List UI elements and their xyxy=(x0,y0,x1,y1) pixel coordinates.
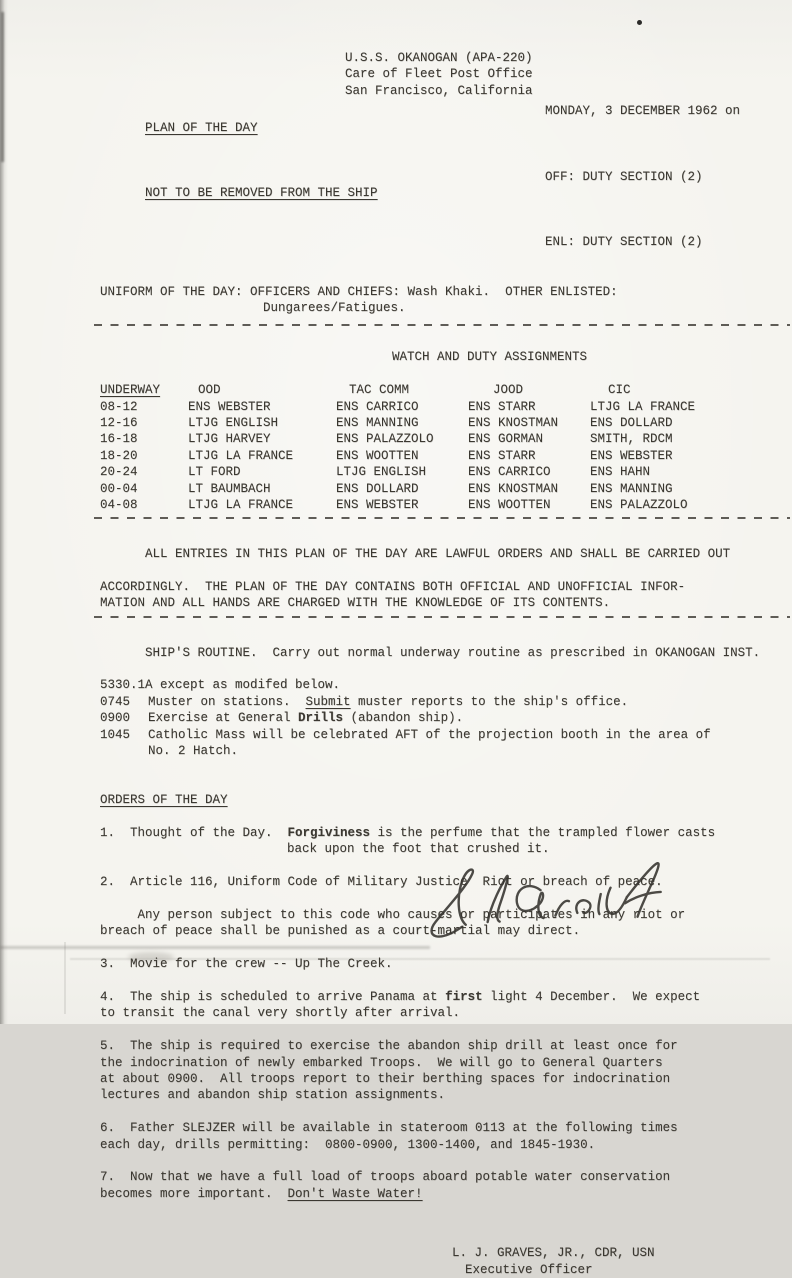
routine-text-underlined: Submit xyxy=(305,694,351,709)
jood-name: ENS STARR xyxy=(468,448,536,463)
watch-time: 16-18 xyxy=(100,432,138,447)
ood-name: LTJG LA FRANCE xyxy=(188,497,294,512)
watch-table-row xyxy=(100,481,716,497)
tac-comm-name: ENS WOOTTEN xyxy=(336,448,419,463)
ships-routine-line xyxy=(100,612,761,678)
jood-name: ENS STARR xyxy=(468,399,536,414)
uniform-of-the-day-cont: Dungarees/Fatigues. xyxy=(263,301,406,316)
order-text-bold: first xyxy=(445,990,483,1005)
col-header-jood: JOOD xyxy=(493,383,524,398)
watch-table-row xyxy=(100,431,716,447)
watch-time: 12-16 xyxy=(100,415,138,430)
dashed-rule xyxy=(94,616,790,618)
lawful-notice-text: ALL ENTRIES IN THIS PLAN OF THE DAY ARE LAWFUL ORDERS AND SHALL BE CARRIED OUT xyxy=(145,547,731,562)
ood-name: LTJG ENGLISH xyxy=(188,415,279,430)
tac-comm-name: ENS CARRICO xyxy=(336,399,419,414)
cic-name: ENS WEBSTER xyxy=(590,448,673,463)
signer-title: Executive Officer xyxy=(465,1262,593,1277)
order-text-part: becomes more important. xyxy=(100,1186,288,1201)
signature-icon xyxy=(414,855,677,950)
watch-time: 00-04 xyxy=(100,481,138,496)
routine-text-part: Muster on stations. xyxy=(148,694,306,709)
order-item-5-cont: at about 0900. All troops report to their berthing spaces for indocrination xyxy=(100,1072,671,1087)
col-header-ood: OOD xyxy=(198,383,221,398)
lawful-notice-line: ACCORDINGLY. THE PLAN OF THE DAY CONTAINS BOTH OFFICIAL AND UNOFFICIAL INFOR- xyxy=(100,580,686,594)
ood-name: LTJG HARVEY xyxy=(188,432,271,447)
jood-name: ENS CARRICO xyxy=(468,465,551,480)
scan-smudge xyxy=(64,942,66,1014)
uniform-of-the-day: UNIFORM OF THE DAY: OFFICERS AND CHIEFS: Wash Khaki. OTHER ENLISTED: xyxy=(100,284,618,299)
cic-name: SMITH, RDCM xyxy=(590,432,673,447)
routine-text-part: (abandon ship). xyxy=(343,711,464,726)
lawful-notice-line: MATION AND ALL HANDS ARE CHARGED WITH THE KNOWLEDGE OF ITS CONTENTS. xyxy=(100,596,611,611)
watch-table-title: WATCH AND DUTY ASSIGNMENTS xyxy=(392,350,588,365)
order-item-5: 5. The ship is required to exercise the abandon ship drill at least once for xyxy=(100,1039,678,1054)
jood-name: ENS KNOSTMAN xyxy=(468,415,559,430)
routine-text-part: muster reports to the ship's office. xyxy=(350,694,629,709)
tac-comm-name: ENS WEBSTER xyxy=(336,497,419,512)
watch-table-row xyxy=(100,448,716,464)
signer-name: L. J. GRAVES, JR., CDR, USN xyxy=(452,1246,655,1261)
order-item-1-cont: back upon the foot that crushed it. xyxy=(287,842,550,857)
routine-text xyxy=(148,694,716,710)
cic-name: ENS DOLLARD xyxy=(590,415,673,430)
ood-name: ENS WEBSTER xyxy=(188,399,271,414)
watch-time: 08-12 xyxy=(100,399,138,414)
routine-time: 0745 xyxy=(100,694,131,709)
ood-name: LT BAUMBACH xyxy=(188,481,271,496)
col-header-cic: CIC xyxy=(608,383,631,398)
order-item-2: 2. Article 116, Uniform Code of Military Justice Riot or breach of peace. xyxy=(100,875,663,890)
order-text-part: is the perfume that the trampled flower casts xyxy=(370,826,716,841)
order-item-7: 7. Now that we have a full load of troops aboard potable water conservation xyxy=(100,1170,671,1185)
order-text-part: 4. The ship is scheduled to arrive Panama at xyxy=(100,990,446,1005)
order-item-5-cont: the indocrination of newly embarked Troops. We will go to General Quarters xyxy=(100,1055,663,1070)
orders-of-the-day-title: ORDERS OF THE DAY xyxy=(100,793,228,808)
order-item-2-cont: Any person subject to this code who causes or participates in any riot or xyxy=(100,908,686,923)
ink-dot xyxy=(637,20,642,25)
jood-name: ENS GORMAN xyxy=(468,432,544,447)
routine-item xyxy=(100,727,716,743)
letterhead-address-line: San Francisco, California xyxy=(345,83,533,98)
order-text-bold: Forgiviness xyxy=(287,826,371,841)
cic-name: ENS HAHN xyxy=(590,465,651,480)
order-item-5-cont: lectures and abandon ship station assignments. xyxy=(100,1088,446,1103)
enlisted-duty-section: ENL: DUTY SECTION (2) xyxy=(545,235,703,250)
date-line: MONDAY, 3 DECEMBER 1962 on xyxy=(545,104,741,119)
tac-comm-name: ENS MANNING xyxy=(336,415,419,430)
watch-table-row xyxy=(100,464,716,480)
cic-name: ENS MANNING xyxy=(590,481,673,496)
masthead-row xyxy=(100,103,741,169)
order-item-6: 6. Father SLEJZER will be available in stateroom 0113 at the following times xyxy=(100,1121,678,1136)
ood-name: LTJG LA FRANCE xyxy=(188,448,294,463)
order-item-2-cont: breach of peace shall be punished as a court-martial may direct. xyxy=(100,924,581,939)
routine-time: 0900 xyxy=(100,711,131,726)
order-text-part: light 4 December. We expect xyxy=(482,990,701,1005)
col-header-tac-comm: TAC COMM xyxy=(349,383,410,398)
letterhead-address-line: Care of Fleet Post Office xyxy=(345,67,533,82)
ships-routine-text: SHIP'S ROUTINE. Carry out normal underway routine as prescribed in OKANOGAN INST. xyxy=(145,645,761,660)
masthead-row xyxy=(100,234,716,283)
dont-waste-water-slogan: Don't Waste Water! xyxy=(287,1186,423,1201)
tac-comm-name: ENS PALAZZOLO xyxy=(336,432,434,447)
lawful-notice-line xyxy=(100,513,731,579)
routine-text-continuation: No. 2 Hatch. xyxy=(148,744,239,759)
order-item-6-cont: each day, drills permitting: 0800-0900, 1300-1400, and 1845-1930. xyxy=(100,1137,596,1152)
routine-text-bold: Drills xyxy=(298,711,344,726)
letterhead-ship-name: U.S.S. OKANOGAN (APA-220) xyxy=(345,51,533,65)
routine-text-part: Exercise at General xyxy=(148,711,299,726)
scan-edge-line xyxy=(1,12,4,162)
ships-routine-line: 5330.1A except as modifed below. xyxy=(100,678,341,693)
col-header-underway: UNDERWAY xyxy=(100,383,161,398)
handwritten-signature xyxy=(414,855,677,950)
order-item-7-cont xyxy=(100,1186,716,1202)
ood-name: LT FORD xyxy=(188,465,241,480)
watch-table-row xyxy=(100,399,716,415)
cic-name: LTJG LA FRANCE xyxy=(590,399,696,414)
tac-comm-name: ENS DOLLARD xyxy=(336,481,419,496)
document-body xyxy=(100,50,761,1278)
routine-time: 1045 xyxy=(100,727,131,742)
watch-table-title-row xyxy=(100,317,716,383)
watch-time: 20-24 xyxy=(100,465,138,480)
routine-text xyxy=(148,710,716,726)
order-item-4-cont: to transit the canal very shortly after arrival. xyxy=(100,1006,461,1021)
routine-text: Catholic Mass will be celebrated AFT of the projection booth in the area of xyxy=(148,727,711,742)
jood-name: ENS KNOSTMAN xyxy=(468,481,559,496)
watch-time: 04-08 xyxy=(100,497,138,512)
order-item-3: 3. Movie for the crew -- Up The Creek. xyxy=(100,957,393,972)
cic-name: ENS PALAZZOLO xyxy=(590,497,688,512)
dashed-rule xyxy=(94,324,790,326)
dashed-rule xyxy=(94,517,790,519)
jood-name: ENS WOOTTEN xyxy=(468,497,551,512)
masthead-row xyxy=(100,169,716,235)
officer-duty-section: OFF: DUTY SECTION (2) xyxy=(545,169,703,184)
routine-item xyxy=(100,694,716,710)
restriction-notice: NOT TO BE REMOVED FROM THE SHIP xyxy=(145,186,378,201)
watch-table-row xyxy=(100,415,716,431)
watch-table-row xyxy=(100,497,716,513)
watch-time: 18-20 xyxy=(100,448,138,463)
plan-of-the-day-title: PLAN OF THE DAY xyxy=(145,120,258,135)
tac-comm-name: LTJG ENGLISH xyxy=(336,465,427,480)
order-text-part: 1. Thought of the Day. xyxy=(100,826,288,841)
routine-item xyxy=(100,710,716,726)
order-item-1 xyxy=(100,825,716,841)
order-item-4 xyxy=(100,989,716,1005)
watch-table-header-row xyxy=(100,382,716,398)
